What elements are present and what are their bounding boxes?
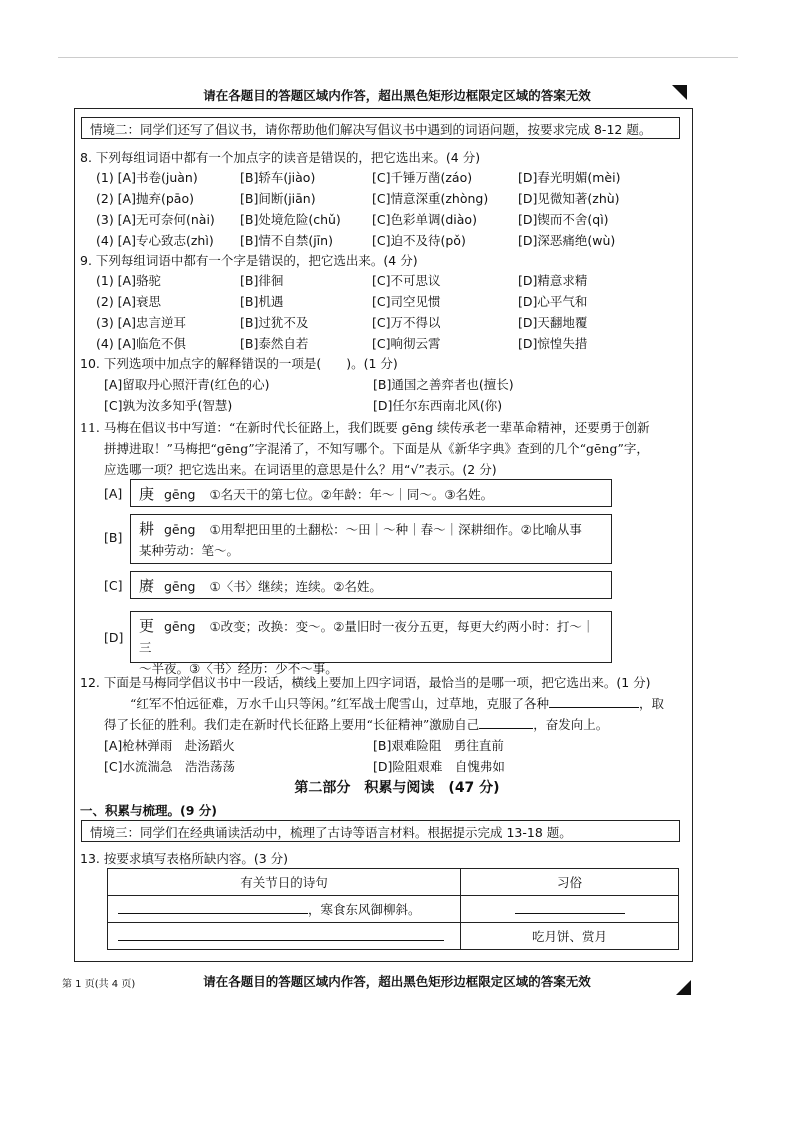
q8-row-3-option-c: [C]色彩单调(diào) — [372, 212, 477, 227]
q9-row-3-option-a: (3) [A]忠言逆耳 — [96, 315, 186, 330]
dict-pinyin-c: gēng — [164, 579, 196, 594]
dict-entry-a — [130, 479, 612, 507]
q13-col-poem: 有关节日的诗句 — [108, 869, 461, 896]
q9-row-2-option-c: [C]司空见惯 — [372, 294, 441, 309]
situation-box-3 — [81, 820, 680, 842]
q8-row-2-option-a: (2) [A]抛弃(pāo) — [96, 191, 194, 206]
dict-entry-c — [130, 571, 612, 599]
q9-row-4-option-a: (4) [A]临危不俱 — [96, 336, 186, 351]
q9-row-4-option-d: [D]惊惶失措 — [518, 336, 588, 351]
q13-stem: 13. 按要求填写表格所缺内容。(3 分) — [80, 851, 289, 866]
section-1-title: 一、积累与梳理。(9 分) — [80, 803, 217, 818]
q9-row-1-option-a: (1) [A]骆驼 — [96, 273, 161, 288]
q9-row-1-option-b: [B]徘徊 — [240, 273, 284, 288]
dict-text-b-2: 某种劳动：笔～。 — [139, 543, 240, 558]
q11-line-1: 11. 马梅在倡议书中写道：“在新时代长征路上，我们既要 gēng 续传承老一辈革命精神，还要勇于创新 — [80, 420, 650, 435]
q8-row-4-option-d: [D]深恶痛绝(wù) — [518, 233, 616, 248]
q8-row-3-option-b: [B]处境危险(chǔ) — [240, 212, 341, 227]
situation-3-text: 情境三：同学们在经典诵读活动中，梳理了古诗等语言材料。根据提示完成 13-18 题。 — [90, 825, 572, 840]
dict-pinyin-b: gēng — [164, 522, 196, 537]
dict-pinyin-d: gēng — [164, 619, 196, 634]
page-number: 第 1 页(共 4 页) — [62, 979, 136, 990]
q9-stem: 9. 下列每组词语中都有一个字是错误的，把它选出来。(4 分) — [80, 253, 418, 268]
dict-text-c: ①〈书〉继续；连续。②名姓。 — [209, 579, 382, 594]
q12-option-d: [D]险阻艰难 自愧弗如 — [373, 759, 505, 774]
q13-blank-poem-2[interactable] — [118, 940, 444, 941]
q10-option-b: [B]通国之善弈者也(擅长) — [373, 377, 514, 392]
dict-char-b: 耕 — [139, 520, 155, 538]
q10-stem: 10. 下列选项中加点字的解释错误的一项是( )。(1 分) — [80, 356, 398, 371]
q10-option-d: [D]任尔东西南北风(你) — [373, 398, 503, 413]
q13-row-1-poem-text: ，寒食东风御柳斜。 — [308, 902, 421, 917]
q10-option-c: [C]孰为汝多知乎(智慧) — [104, 398, 233, 413]
dict-text-a: ①名天干的第七位。②年龄：年～｜同～。③名姓。 — [209, 487, 494, 502]
dict-text-b: ①用犁把田里的土翻松：～田｜～种｜春～｜深耕细作。②比喻从事 — [209, 522, 582, 537]
q9-row-3-option-d: [D]天翻地覆 — [518, 315, 588, 330]
q12-option-a: [A]枪林弹雨 赴汤蹈火 — [104, 738, 235, 753]
q11-line-3: 应选哪一项？把它选出来。在词语里的意思是什么？用“√”表示。(2 分) — [104, 462, 497, 477]
dict-entry-b — [130, 514, 612, 564]
q8-row-4-option-b: [B]情不自禁(jīn) — [240, 233, 333, 248]
dict-text-d-2: ～半夜。③〈书〉经历：少不～事。 — [139, 661, 338, 676]
q8-stem: 8. 下列每组词语中都有一个加点字的读音是错误的，把它选出来。(4 分) — [80, 150, 481, 165]
q12-blank-1[interactable] — [549, 707, 639, 708]
q9-row-3-option-c: [C]万不得以 — [372, 315, 441, 330]
q13-row-2-poem — [108, 923, 461, 950]
q9-row-4-option-b: [B]泰然自若 — [240, 336, 309, 351]
q12-blank-2[interactable] — [479, 728, 533, 729]
corner-mark-top-right — [672, 85, 687, 100]
q8-row-1-option-c: [C]千锤万凿(záo) — [372, 170, 473, 185]
dict-char-d: 更 — [139, 617, 155, 635]
q9-row-2-option-d: [D]心平气和 — [518, 294, 588, 309]
q12-passage-1-text: “红军不怕远征难，万水千山只等闲。”红军战士爬雪山，过草地，克服了各种 — [130, 696, 550, 711]
q8-row-1-option-b: [B]轿车(jiào) — [240, 170, 316, 185]
q13-blank-custom-1[interactable] — [515, 913, 625, 914]
q8-row-1-option-d: [D]春光明媚(mèi) — [518, 170, 621, 185]
situation-box-2 — [81, 117, 680, 139]
dict-label-a: [A] — [104, 486, 123, 501]
dict-entry-d — [130, 611, 612, 676]
q10-option-a: [A]留取丹心照汗青(红色的心) — [104, 377, 270, 392]
dict-char-c: 赓 — [139, 577, 155, 595]
dict-label-c: [C] — [104, 578, 123, 593]
dict-pinyin-a: gēng — [164, 487, 196, 502]
q13-row-1-custom — [461, 896, 679, 923]
q12-passage-2 — [104, 715, 608, 733]
q8-row-4-option-c: [C]迫不及待(pǒ) — [372, 233, 466, 248]
q12-passage-2-end: ，奋发向上。 — [533, 717, 609, 732]
q13-row-2-custom: 吃月饼、赏月 — [461, 923, 679, 950]
q13-col-custom: 习俗 — [461, 869, 679, 896]
dict-char-a: 庚 — [139, 485, 155, 503]
q9-row-4-option-c: [C]响彻云霄 — [372, 336, 441, 351]
q8-row-3-option-a: (3) [A]无可奈何(nài) — [96, 212, 215, 227]
q8-row-2-option-b: [B]间断(jiān) — [240, 191, 316, 206]
q13-blank-poem-1[interactable] — [118, 913, 308, 914]
q8-row-2-option-c: [C]情意深重(zhòng) — [372, 191, 489, 206]
q12-option-b: [B]艰难险阻 勇往直前 — [373, 738, 504, 753]
q9-row-1-option-d: [D]精意求精 — [518, 273, 588, 288]
q12-passage-2-text: 得了长征的胜利。我们走在新时代长征路上要用“长征精神”激励自己 — [104, 717, 480, 732]
q13-row-1-poem — [108, 896, 461, 923]
q8-row-3-option-d: [D]锲而不舍(qì) — [518, 212, 609, 227]
corner-mark-bottom-right — [676, 980, 691, 995]
q12-passage-1-end: ，取 — [639, 696, 665, 711]
q8-row-2-option-d: [D]见微知著(zhù) — [518, 191, 620, 206]
q11-line-2: 拼搏进取！”马梅把“gēng”字混淆了，不知写哪个。下面是从《新华字典》查到的几个“gēng”字， — [104, 441, 649, 456]
part-two-title: 第二部分 积累与阅读 (47 分) — [294, 780, 500, 796]
q12-stem: 12. 下面是马梅同学倡议书中一段话，横线上要加上四字词语，最恰当的是哪一项，把它选出来。(1 分) — [80, 675, 651, 690]
q9-row-2-option-b: [B]机遇 — [240, 294, 284, 309]
q12-option-c: [C]水流湍急 浩浩荡荡 — [104, 759, 235, 774]
q9-row-3-option-b: [B]过犹不及 — [240, 315, 309, 330]
q12-passage-1 — [130, 694, 664, 712]
q13-table — [107, 868, 679, 950]
q8-row-4-option-a: (4) [A]专心致志(zhì) — [96, 233, 214, 248]
dict-text-d: ①改变；改换：变～。②量旧时一夜分五更，每更大约两小时：打～｜三 — [139, 619, 595, 655]
q9-row-1-option-c: [C]不可思议 — [372, 273, 441, 288]
q8-row-1-option-a: (1) [A]书卷(juàn) — [96, 170, 198, 185]
dict-label-b: [B] — [104, 530, 123, 545]
top-rule — [58, 57, 738, 58]
q9-row-2-option-a: (2) [A]衰思 — [96, 294, 161, 309]
answer-area-header: 请在各题目的答题区域内作答，超出黑色矩形边框限定区域的答案无效 — [203, 88, 591, 103]
answer-area-footer: 请在各题目的答题区域内作答，超出黑色矩形边框限定区域的答案无效 — [203, 974, 591, 989]
dict-label-d: [D] — [104, 630, 124, 645]
situation-2-text: 情境二：同学们还写了倡议书，请你帮助他们解决写倡议书中遇到的词语问题，按要求完成 8-12 题。 — [90, 122, 652, 137]
